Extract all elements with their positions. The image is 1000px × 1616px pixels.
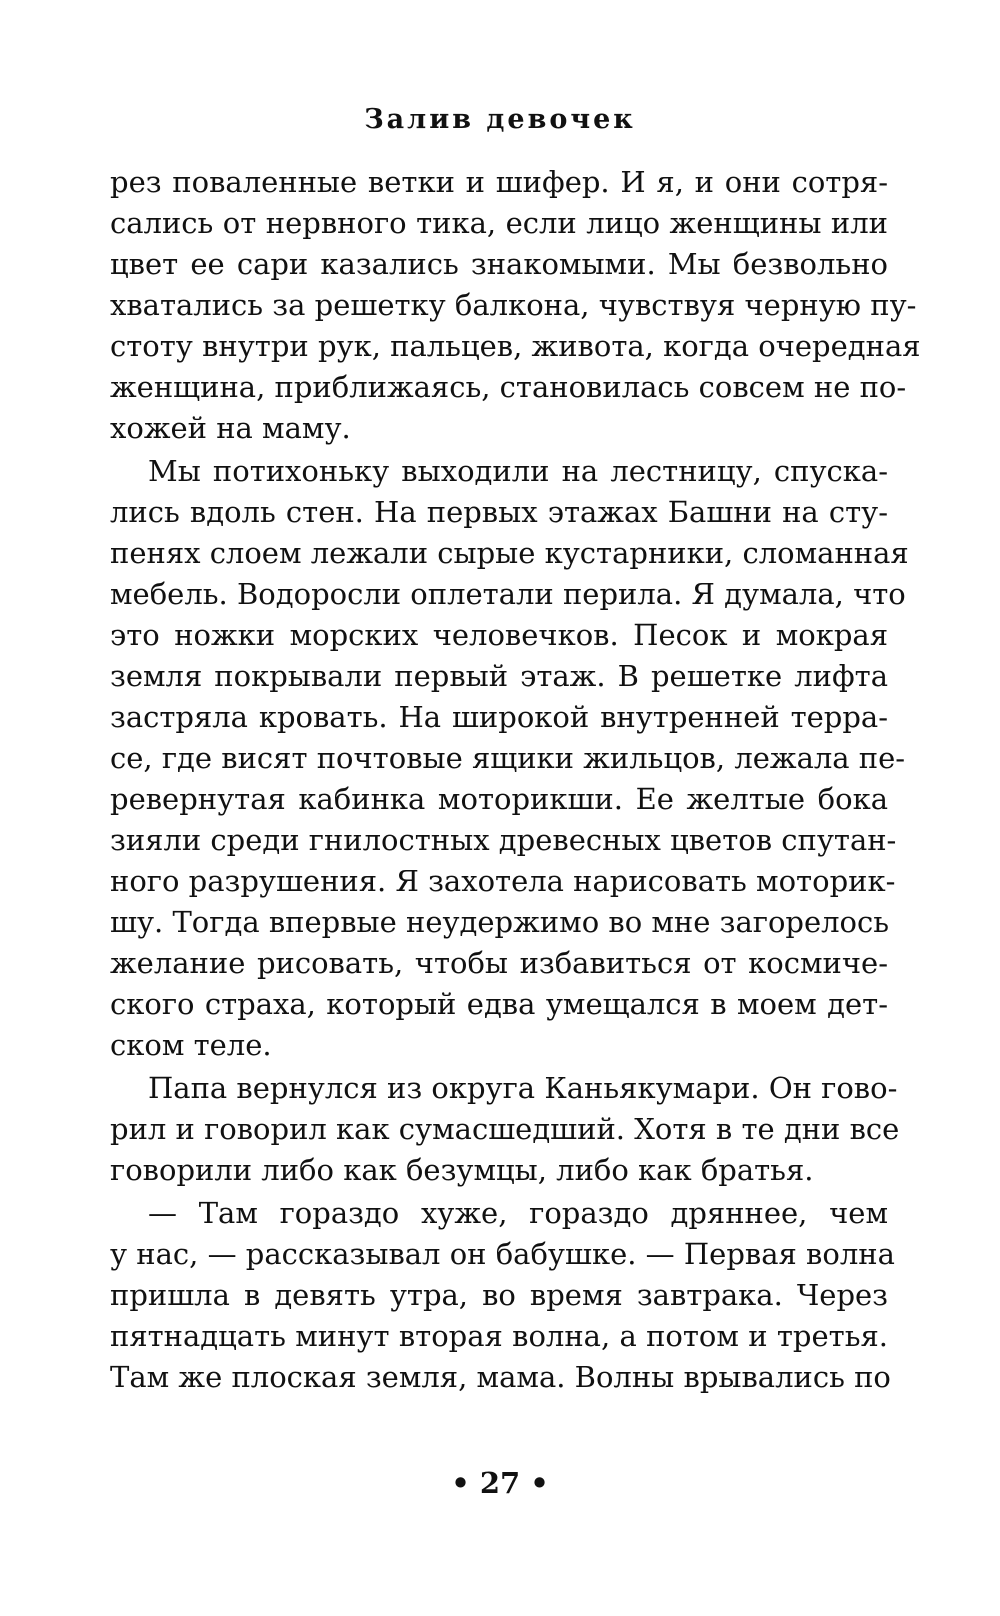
text-line: — Там гораздо хуже, гораздо дряннее, чем — [148, 1196, 888, 1230]
text-line: хватались за решетку балкона, чувствуя черную пу- — [110, 288, 917, 322]
running-head: Залив девочек — [364, 104, 636, 135]
text-line: шу. Тогда впервые неудержимо во мне загорелось — [110, 905, 890, 939]
text-line: это ножки морских человечков. Песок и мокрая — [110, 618, 888, 652]
text-line: зияли среди гнилостных древесных цветов спутан- — [110, 823, 897, 857]
text-line: рил и говорил как сумасшедший. Хотя в те дни все — [110, 1112, 900, 1146]
text-line: застряла кровать. На широкой внутренней терра- — [110, 700, 888, 734]
text-line: ного разрушения. Я захотела нарисовать моторик- — [110, 864, 896, 898]
text-line: ревернутая кабинка моторикши. Ее желтые бока — [110, 782, 888, 816]
text-line: говорили либо как безумцы, либо как братья. — [110, 1153, 814, 1187]
text-line: желание рисовать, чтобы избавиться от космиче- — [110, 946, 888, 980]
text-line: рез поваленные ветки и шифер. И я, и они сотря- — [110, 165, 888, 199]
text-line: стоту внутри рук, пальцев, живота, когда очередная — [110, 329, 921, 363]
text-line: Папа вернулся из округа Каньякумари. Он гово- — [148, 1071, 898, 1105]
text-line: ском теле. — [110, 1028, 272, 1062]
text-line: ского страха, который едва умещался в моем дет- — [110, 987, 888, 1021]
text-line: мебель. Водоросли оплетали перила. Я думала, что — [110, 577, 906, 611]
text-line: пришла в девять утра, во время завтрака. Через — [110, 1278, 888, 1312]
text-line: сались от нервного тика, если лицо женщины или — [110, 206, 888, 240]
text-line: земля покрывали первый этаж. В решетке лифта — [110, 659, 888, 693]
text-line: пятнадцать минут вторая волна, а потом и третья. — [110, 1319, 888, 1353]
text-line: хожей на маму. — [110, 411, 351, 445]
text-line: лись вдоль стен. На первых этажах Башни на сту- — [110, 495, 888, 529]
page-number: • 27 • — [451, 1466, 549, 1500]
text-line: пенях слоем лежали сырые кустарники, сломанная — [110, 536, 909, 570]
text-line: Мы потихоньку выходили на лестницу, спуска- — [148, 454, 888, 488]
text-line: Там же плоская земля, мама. Волны врывались по — [110, 1360, 891, 1394]
text-line: се, где висят почтовые ящики жильцов, лежала пе- — [110, 741, 906, 775]
text-line: женщина, приближаясь, становилась совсем не по- — [110, 370, 907, 404]
text-line: у нас, — рассказывал он бабушке. — Первая волна — [110, 1237, 895, 1271]
text-line: цвет ее сари казались знакомыми. Мы безвольно — [110, 247, 888, 281]
